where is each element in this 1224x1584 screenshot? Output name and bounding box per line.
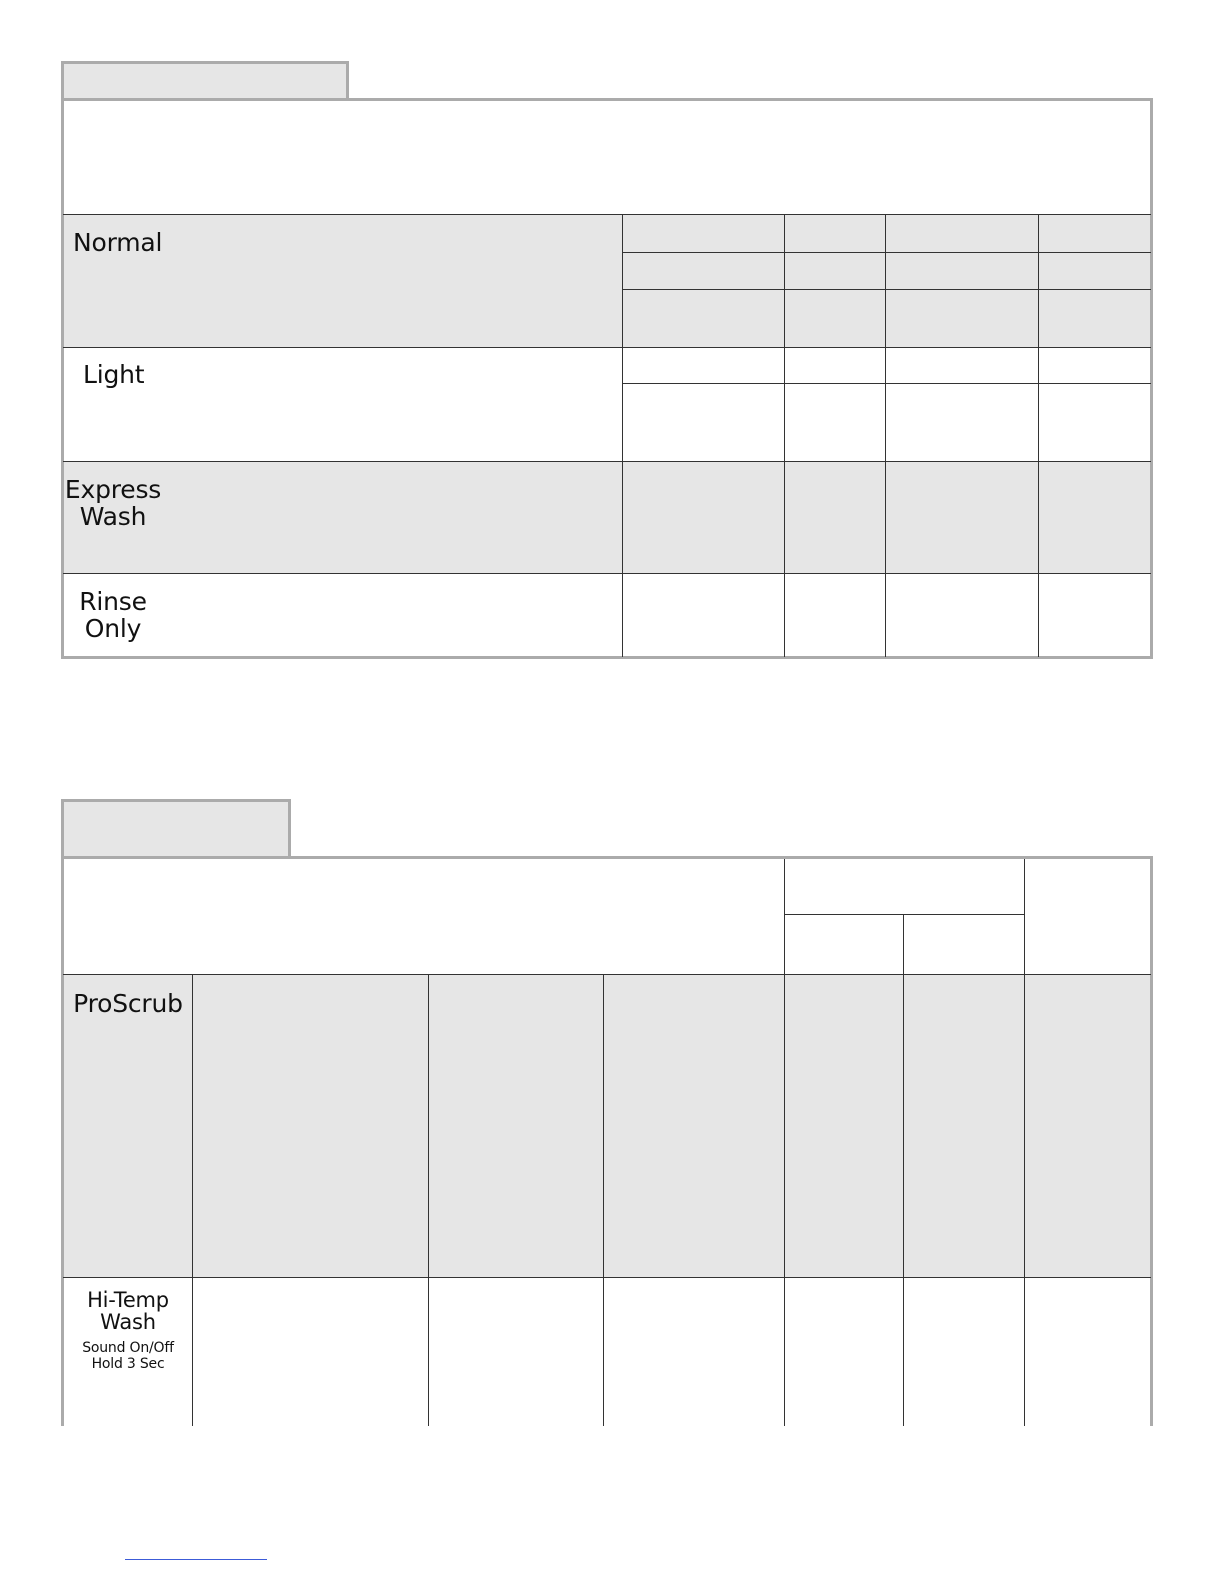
top-subrow-divider <box>622 289 1151 290</box>
bottom-row-proscrub-bg <box>62 975 1152 1277</box>
bottom-header-col <box>1024 859 1025 975</box>
top-col-divider <box>622 214 623 657</box>
cycle-label-light: Light <box>83 360 145 389</box>
bottom-col-divider <box>603 975 604 1426</box>
bottom-header-col <box>784 859 785 975</box>
bottom-row-divider <box>63 1277 1151 1278</box>
bottom-col-divider <box>784 975 785 1426</box>
bottom-table-right-edge <box>1150 856 1153 1426</box>
top-row-divider <box>63 214 1151 215</box>
bottom-col-divider <box>1024 975 1025 1426</box>
top-row-divider <box>63 347 1151 348</box>
cycle-label-express-wash: Express Wash <box>64 475 162 531</box>
top-subrow-divider <box>622 252 1151 253</box>
bottom-col-divider <box>192 975 193 1426</box>
sound-toggle-hint: Sound On/Off Hold 3 Sec <box>82 1340 174 1372</box>
top-col-divider <box>885 214 886 657</box>
top-col-divider <box>1038 214 1039 657</box>
hi-temp-wash-name: Hi-Temp Wash <box>87 1288 169 1334</box>
bottom-col-divider <box>428 975 429 1426</box>
top-row-divider <box>63 461 1151 462</box>
bottom-row-divider <box>63 974 1151 975</box>
cycle-label-rinse-only: Rinse Only <box>79 587 147 643</box>
cycle-label-proscrub: ProScrub <box>73 989 183 1018</box>
top-col-divider <box>784 214 785 657</box>
top-subrow-divider <box>622 383 1151 384</box>
top-row-divider <box>63 573 1151 574</box>
cycle-label-hi-temp-wash <box>64 1289 192 1372</box>
bottom-header-divider <box>784 914 1024 915</box>
bottom-header-col <box>903 915 904 975</box>
footer-link-underline[interactable] <box>125 1559 267 1560</box>
bottom-table-top-edge <box>61 856 1153 859</box>
top-table-tab <box>61 61 349 101</box>
bottom-col-divider <box>903 975 904 1426</box>
cycle-label-normal: Normal <box>73 228 163 257</box>
bottom-table-tab <box>61 799 291 858</box>
